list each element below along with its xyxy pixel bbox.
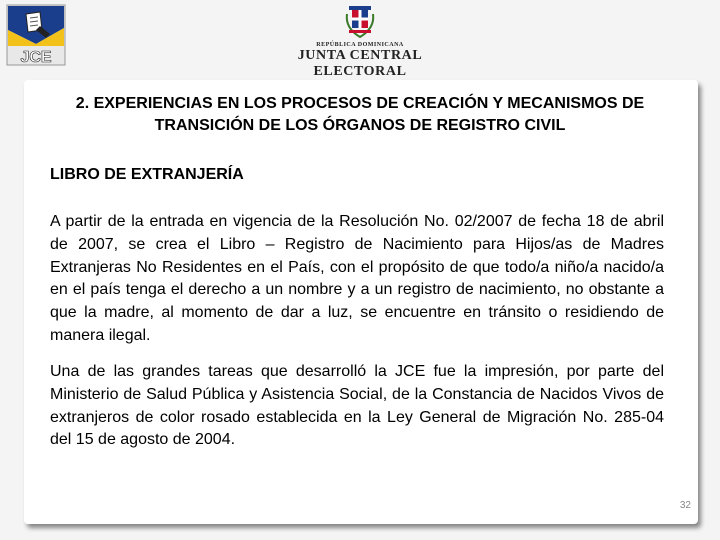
logo-text: JCE — [20, 49, 52, 66]
institution-name: JUNTA CENTRAL ELECTORAL — [297, 48, 423, 79]
coat-of-arms-icon — [343, 4, 377, 40]
jce-logo-icon — [6, 4, 66, 66]
republica-label: REPÚBLICA DOMINICANA — [316, 42, 404, 48]
paragraph-1: A partir de la entrada en vigencia de la Resolución No. 02/2007 de fecha 18 de abril de 2007, se crea el Libro – Registro de Nacimiento para Hijos/as de Madres Extranjeras No Residentes en el País, con el propósito de que todo/a niño/a nacido/a en el país tenga el derecho a un nombre y a un registro de nacimiento, no obstante a que la madre, al momento de dar a luz, se encuentre en tránsito o residiendo de manera ilegal. — [50, 213, 664, 344]
paragraph-2: Una de las grandes tareas que desarrolló la JCE fue la impresión, por parte del Ministerio de Salud Pública y Asistencia Social, de la Constancia de Nacidos Vivos de extranjeros de color rosado establecida en la Ley General de Migración No. 285-04 del 15 de agosto de 2004. — [50, 363, 664, 449]
institution-header — [250, 4, 470, 80]
slide-title: 2. EXPERIENCIAS EN LOS PROCESOS DE CREACIÓN Y MECANISMOS DE TRANSICIÓN DE LOS ÓRGANOS DE REGISTRO CIVIL — [75, 95, 645, 134]
section-heading: LIBRO DE EXTRANJERÍA — [50, 166, 244, 183]
page-number: 32 — [679, 500, 691, 511]
